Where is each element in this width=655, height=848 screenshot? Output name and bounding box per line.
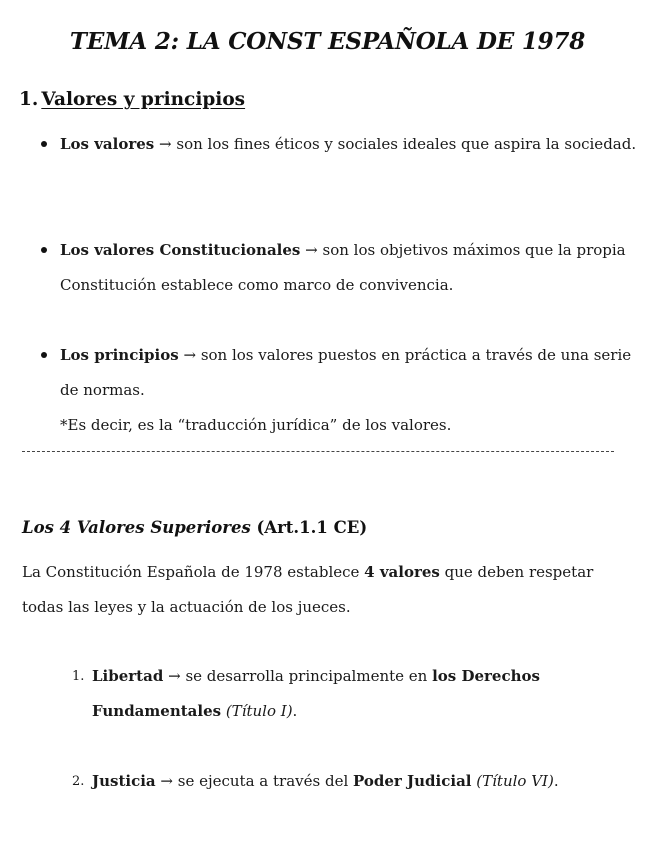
item-end: .: [292, 702, 298, 720]
item-text: se ejecuta a través del: [172, 772, 354, 790]
bullet-item-principios: [60, 338, 640, 408]
heading-article-ref: (Art.1.1 CE): [250, 518, 368, 537]
item-bold: Poder Judicial: [353, 772, 472, 790]
item-number: 2.: [72, 774, 85, 789]
item-ref: (Título VI): [471, 772, 554, 790]
heading-italic-part: Los 4 Valores Superiores: [22, 518, 251, 537]
item-ref: (Título I): [221, 702, 293, 720]
arrow-glyph: →: [183, 346, 197, 364]
item-term: Libertad: [92, 667, 164, 685]
section-heading-valores-superiores: [22, 518, 367, 537]
bullet-term: Los principios: [60, 346, 179, 364]
arrow-glyph: →: [163, 667, 181, 685]
note-text: *Es decir, es la “traducción jurídica” de los valores.: [60, 416, 452, 434]
intro-bold: 4 valores: [364, 563, 440, 581]
item-text: se desarrolla principalmente en: [180, 667, 433, 685]
bullet-text: son los fines éticos y sociales ideales que aspira la sociedad.: [171, 135, 637, 153]
bullet-item-valores-constitucionales: [60, 233, 640, 303]
item-term: Justicia: [92, 772, 156, 790]
numbered-item-justicia: [72, 764, 632, 799]
bullet-term: Los valores Constitucionales: [60, 241, 301, 259]
bullet-text: son los valores puestos en práctica a través de una serie de normas.: [60, 346, 632, 399]
arrow-glyph: →: [159, 135, 172, 153]
bullet-text: son los objetivos máximos que la propia Constitución establece como marco de convivencia.: [60, 241, 626, 294]
section-number: 1.: [19, 89, 39, 110]
dashed-divider: [22, 451, 614, 452]
section-heading-valores-principios: [19, 89, 245, 110]
intro-text-end: que deben respetar todas las leyes y la actuación de los jueces.: [22, 563, 594, 616]
section-heading-text: Valores y principios: [41, 89, 246, 110]
intro-text-start: La Constitución Española de 1978 establece: [22, 563, 365, 581]
bullet-term: Los valores: [60, 135, 155, 153]
item-number: 1.: [72, 669, 85, 684]
bullet-item-valores: [60, 127, 640, 162]
arrow-glyph: →: [305, 241, 318, 259]
arrow-glyph: →: [155, 772, 173, 790]
intro-paragraph: [22, 555, 637, 625]
item-bold: los Derechos Fundamentales: [92, 667, 540, 720]
numbered-item-libertad: [72, 659, 632, 729]
item-end: .: [553, 772, 559, 790]
document-title: TEMA 2: LA CONST ESPAÑOLA DE 1978: [69, 28, 586, 55]
